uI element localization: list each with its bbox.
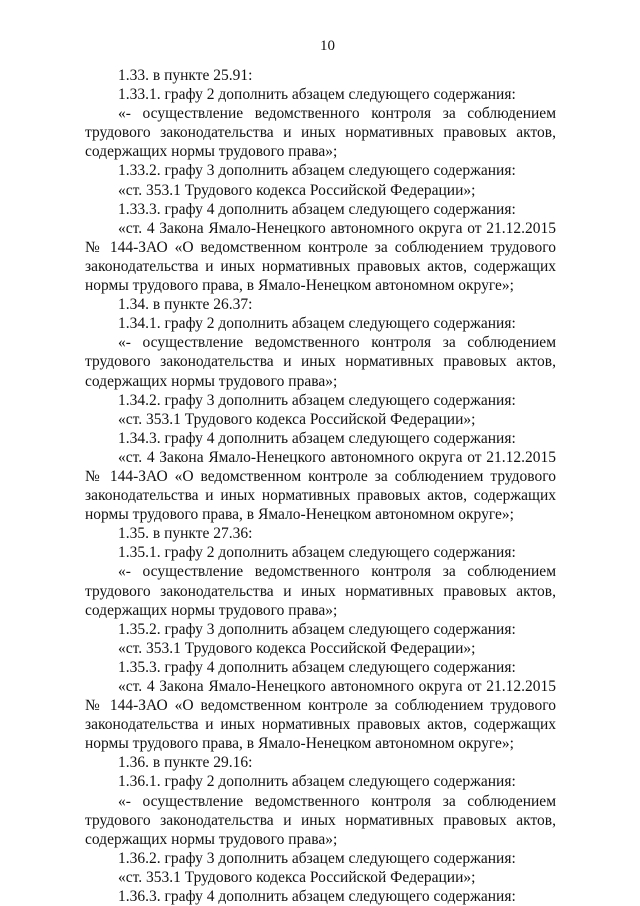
quote-1-36-1: «- осуществление ведомственного контроля за соблюдением трудового законодательства и иных нормативных правовых актов, содержащих нормы трудового права»;: [85, 792, 556, 848]
item-1-33-3: 1.33.3. графу 4 дополнить абзацем следующего содержания:: [118, 200, 516, 218]
item-heading-1-33: 1.33. в пункте 25.91:: [118, 67, 253, 84]
item-heading-1-36: 1.36. в пункте 29.16:: [118, 754, 253, 772]
item-1-36-1: 1.36.1. графу 2 дополнить абзацем следующего содержания:: [118, 773, 516, 791]
item-1-36-2: 1.36.2. графу 3 дополнить абзацем следующего содержания:: [118, 849, 516, 867]
quote-1-33-1: «- осуществление ведомственного контроля за соблюдением трудового законодательства и иных нормативных правовых актов, содержащих нормы трудового права»;: [85, 105, 556, 161]
quote-1-33-3: «ст. 4 Закона Ямало-Ненецкого автономного округа от 21.12.2015 № 144-ЗАО «О ведомственном контроле за соблюдением трудового законодательства и иных нормативных правовых актов, содержащих нормы трудового права, в Ямало-Ненецком автономном округе»;: [85, 219, 556, 295]
item-heading-1-35: 1.35. в пункте 27.36:: [118, 525, 253, 543]
item-heading-1-34: 1.34. в пункте 26.37:: [118, 296, 253, 314]
quote-1-34-2: «ст. 353.1 Трудового кодекса Российской Федерации»;: [118, 410, 476, 428]
item-1-34-2: 1.34.2. графу 3 дополнить абзацем следующего содержания:: [118, 391, 516, 409]
item-1-36-3: 1.36.3. графу 4 дополнить абзацем следующего содержания:: [118, 888, 516, 906]
item-1-35-1: 1.35.1. графу 2 дополнить абзацем следующего содержания:: [118, 544, 516, 562]
quote-1-34-3: «ст. 4 Закона Ямало-Ненецкого автономного округа от 21.12.2015 № 144-ЗАО «О ведомственном контроле за соблюдением трудового законодательства и иных нормативных правовых актов, содержащих нормы трудового права, в Ямало-Ненецком автономном округе»;: [85, 448, 556, 524]
item-1-34-1: 1.34.1. графу 2 дополнить абзацем следующего содержания:: [118, 315, 516, 333]
item-1-33-1: 1.33.1. графу 2 дополнить абзацем следующего содержания:: [118, 86, 516, 104]
document-body: [85, 66, 556, 906]
quote-1-35-3: «ст. 4 Закона Ямало-Ненецкого автономного округа от 21.12.2015 № 144-ЗАО «О ведомственном контроле за соблюдением трудового законодательства и иных нормативных правовых актов, содержащих нормы трудового права, в Ямало-Ненецком автономном округе»;: [85, 678, 556, 753]
quote-1-34-1: «- осуществление ведомственного контроля за соблюдением трудового законодательства и иных нормативных правовых актов, содержащих нормы трудового права»;: [85, 334, 556, 390]
item-1-35-3: 1.35.3. графу 4 дополнить абзацем следующего содержания:: [118, 658, 516, 676]
quote-1-35-1: «- осуществление ведомственного контроля за соблюдением трудового законодательства и иных нормативных правовых актов, содержащих нормы трудового права»;: [85, 563, 556, 619]
quote-1-35-2: «ст. 353.1 Трудового кодекса Российской Федерации»;: [118, 639, 476, 657]
item-1-34-3: 1.34.3. графу 4 дополнить абзацем следующего содержания:: [118, 429, 516, 447]
item-1-35-2: 1.35.2. графу 3 дополнить абзацем следующего содержания:: [118, 620, 516, 638]
quote-1-33-2: «ст. 353.1 Трудового кодекса Российской Федерации»;: [118, 181, 476, 199]
page-number: 10: [320, 38, 335, 54]
quote-1-36-2: «ст. 353.1 Трудового кодекса Российской Федерации»;: [118, 868, 476, 886]
item-1-33-2: 1.33.2. графу 3 дополнить абзацем следующего содержания:: [118, 162, 516, 180]
